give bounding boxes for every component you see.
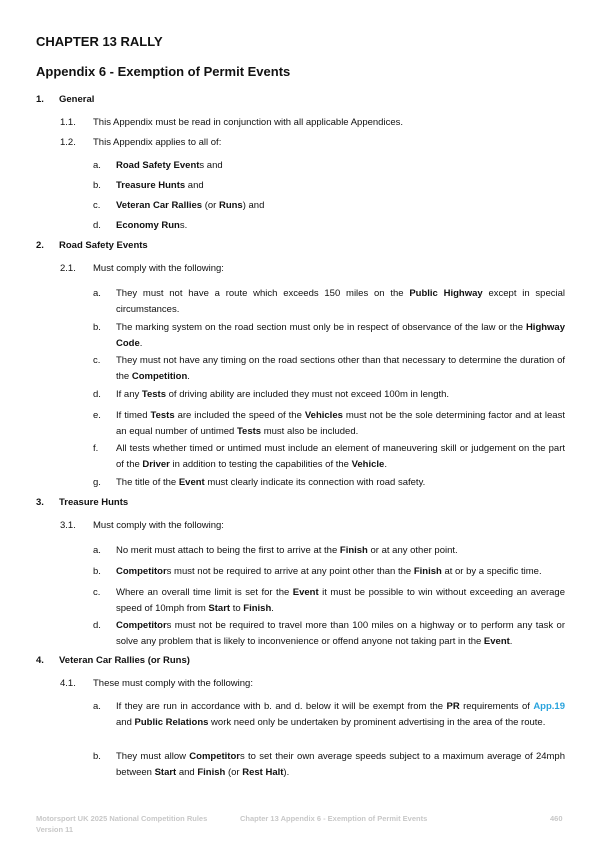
list-item: a. Road Safety Events and [93, 160, 223, 171]
list-item: c. Veteran Car Rallies (or Runs) and [93, 200, 265, 211]
list-item: g. The title of the Event must clearly indicate its connection with road safety. [93, 477, 426, 488]
list-item: f. All tests whether timed or untimed must include an element of maneuvering skill or judgement on the part of the Driver in addition to testing the capabilities of the Vehicle. [93, 443, 565, 470]
list-item: c. Where an overall time limit is set for the Event it must be possible to win without exceeding an average speed of 10mph from Start to Finish. [93, 587, 565, 614]
list-item: b. The marking system on the road section must only be in respect of observance of the law or the Highway Code. [93, 322, 565, 349]
list-item: b. They must allow Competitors to set their own average speeds subject to a maximum average of 24mph between Start and Finish (or Rest Halt). [93, 751, 565, 778]
list-item: b. Treasure Hunts and [93, 180, 204, 191]
list-item: b. Competitors must not be required to arrive at any point other than the Finish at or by a specific time. [93, 566, 542, 577]
subsection-2-1: 2.1. Must comply with the following: [60, 263, 224, 274]
appendix-title: Appendix 6 - Exemption of Permit Events [36, 64, 291, 79]
list-item: e. If timed Tests are included the speed of the Vehicles must not be the sole determining factor and at least an equal number of untimed Tests must also be included. [93, 410, 565, 437]
footer-rules: Motorsport UK 2025 National Competition Rules Version 11 [36, 814, 208, 834]
section-heading-2: 2. Road Safety Events [36, 240, 148, 251]
subsection-1-2: 1.2. This Appendix applies to all of: [60, 137, 222, 148]
chapter-title: CHAPTER 13 RALLY [36, 34, 163, 49]
subsection-3-1: 3.1. Must comply with the following: [60, 520, 224, 531]
subsection-4-1: 4.1. These must comply with the following: [60, 678, 253, 689]
section-heading-3: 3. Treasure Hunts [36, 497, 129, 508]
list-item: d. Competitors must not be required to travel more than 100 miles on a highway or to perform any task or solve any problem that is likely to inconvenience or offend anyone not taking part in the Event. [93, 620, 565, 647]
list-item: a. If they are run in accordance with b. and d. below it will be exempt from the PR requirements of App.19 and Public Relations work need only be undertaken by prominent advertising in the area of the route. [93, 701, 565, 728]
footer-chapter: Chapter 13 Appendix 6 - Exemption of Permit Events [240, 814, 428, 823]
list-item: c. They must not have any timing on the road sections other than that necessary to determine the duration of the Competition. [93, 355, 565, 382]
list-item: a. No merit must attach to being the first to arrive at the Finish or at any other point. [93, 545, 458, 556]
section-heading-1: 1. General [36, 94, 95, 105]
list-item: d. If any Tests of driving ability are included they must not exceed 100m in length. [93, 389, 450, 400]
section-heading-4: 4. Veteran Car Rallies (or Runs) [36, 655, 190, 666]
list-item: a. They must not have a route which exceeds 150 miles on the Public Highway except in special circumstances. [93, 288, 565, 315]
list-item: d. Economy Runs. [93, 220, 188, 231]
subsection-1-1: 1.1. This Appendix must be read in conjunction with all applicable Appendices. [60, 117, 403, 128]
footer-page-number: 460 [550, 814, 563, 823]
